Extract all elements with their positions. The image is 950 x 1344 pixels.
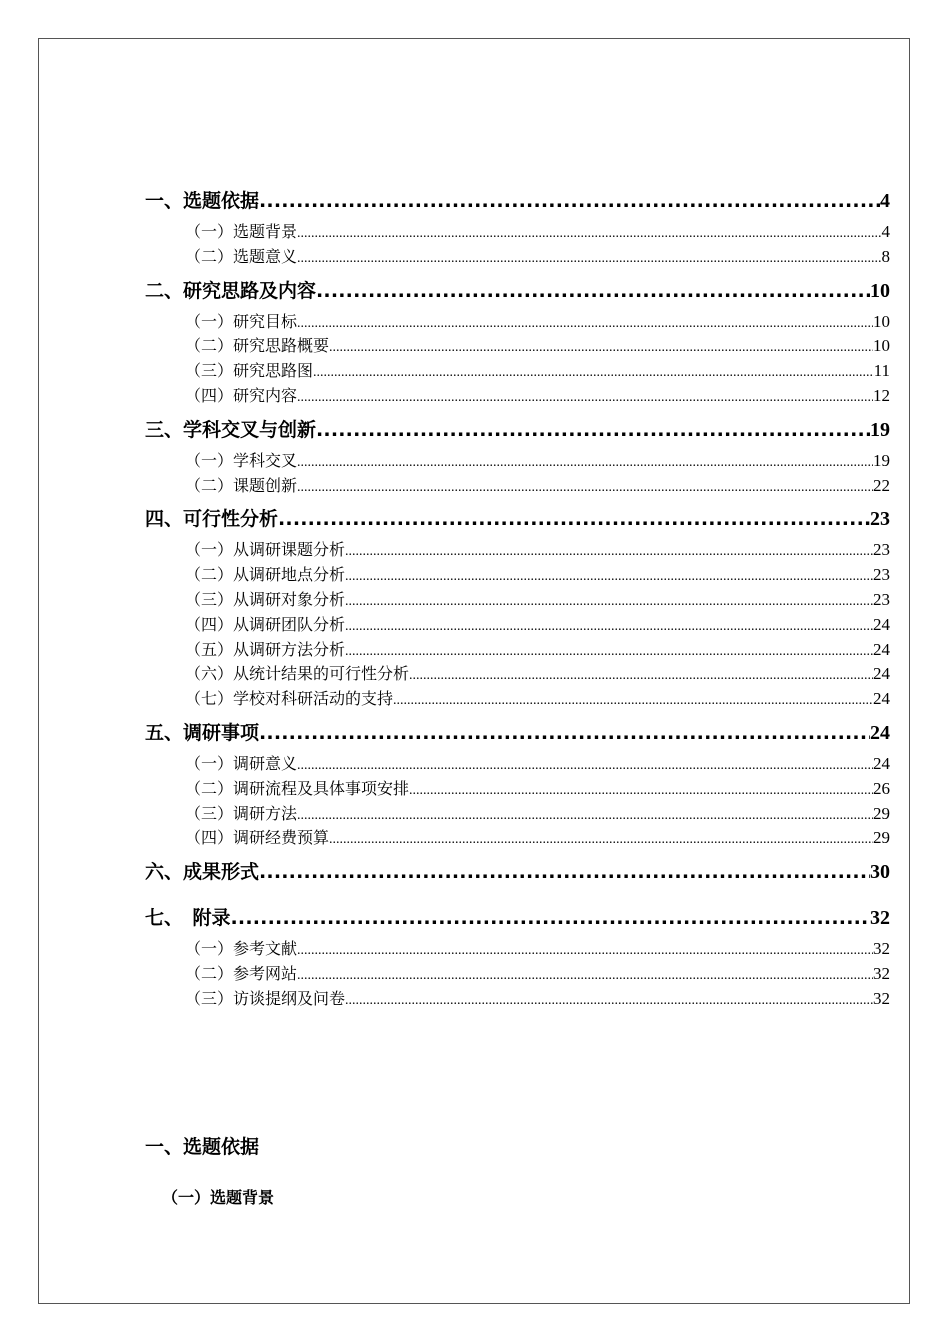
toc-section[interactable] [145, 186, 890, 216]
toc-entry-page: 29 [873, 803, 890, 823]
toc-section[interactable] [145, 718, 890, 748]
toc-entry-page: 32 [873, 963, 890, 983]
toc-entry-page: 23 [873, 540, 890, 560]
toc-entry-page: 24 [873, 689, 890, 709]
toc-entry-page: 23 [873, 565, 890, 585]
toc-entry-page: 32 [873, 939, 890, 959]
toc-entry-label: （三）调研方法 [185, 803, 298, 823]
toc-entry-page: 23 [873, 589, 890, 609]
toc-entry-label: （二）调研流程及具体事项安排 [185, 778, 410, 798]
toc-entry-label: （四）从调研团队分析 [185, 614, 346, 634]
toc-entry-label: （二）参考网站 [185, 963, 298, 983]
toc-entry[interactable] [145, 962, 890, 987]
toc-entry-label: （三）访谈提纲及问卷 [185, 988, 346, 1008]
toc-section-page: 30 [870, 861, 890, 884]
toc-entry-label: （一）从调研课题分析 [185, 540, 346, 560]
toc-entry[interactable] [145, 802, 890, 827]
toc-entry-page: 24 [873, 614, 890, 634]
toc-section-label: 四、可行性分析 [145, 508, 279, 531]
toc-entry[interactable] [145, 588, 890, 613]
toc-entry[interactable] [145, 359, 890, 384]
toc-leader-dots [297, 247, 881, 272]
toc-leader-dots [313, 361, 874, 386]
toc-section-page: 4 [880, 190, 890, 212]
section-heading: 一、选题依据 [145, 1136, 260, 1158]
toc-entry[interactable] [145, 987, 890, 1012]
toc-entry-page: 32 [873, 988, 890, 1008]
toc-section[interactable] [145, 903, 890, 933]
toc-leader-dots [297, 476, 873, 501]
toc-entry-page: 24 [873, 664, 890, 684]
toc-leader-dots [297, 386, 873, 411]
toc-leader-dots [345, 540, 873, 565]
toc-leader-dots [297, 312, 873, 337]
toc-entry-page: 12 [873, 385, 890, 405]
toc-leader-dots [297, 964, 873, 989]
toc-leader-dots [278, 504, 870, 534]
toc-leader-dots [316, 415, 870, 445]
toc-entry[interactable] [145, 662, 890, 687]
toc-entry-label: （五）从调研方法分析 [185, 639, 346, 659]
toc-leader-dots [345, 989, 873, 1014]
toc-entry-label: （一）参考文献 [185, 939, 298, 959]
toc-entry-label: （一）研究目标 [185, 311, 298, 331]
toc-leader-dots [316, 276, 870, 306]
toc-entry-page: 10 [873, 311, 890, 331]
toc-entry-page: 24 [873, 753, 890, 773]
toc-section-label: 二、研究思路及内容 [145, 279, 317, 302]
toc-leader-dots [409, 779, 873, 804]
toc-entry-label: （一）选题背景 [185, 222, 298, 241]
toc-entry[interactable] [145, 687, 890, 712]
toc-entry[interactable] [145, 384, 890, 409]
toc-section-label: 一、选题依据 [145, 190, 260, 212]
toc-section-label: 三、学科交叉与创新 [145, 418, 317, 441]
toc-section-page: 10 [870, 279, 890, 302]
toc-entry-page: 19 [873, 450, 890, 470]
toc-entry[interactable] [145, 245, 890, 270]
toc-section[interactable] [145, 276, 890, 306]
toc-section-page: 32 [870, 907, 890, 930]
toc-leader-dots [259, 186, 880, 216]
toc-leader-dots [297, 451, 873, 476]
toc-entry[interactable] [145, 334, 890, 359]
toc-section[interactable] [145, 415, 890, 445]
toc-section-label: 六、成果形式 [145, 861, 260, 884]
toc-entry-page: 10 [873, 336, 890, 356]
toc-entry-label: （一）调研意义 [185, 753, 298, 773]
table-of-contents [145, 186, 890, 1012]
toc-entry-page: 22 [873, 475, 890, 495]
toc-leader-dots [345, 615, 873, 640]
toc-leader-dots [297, 754, 873, 779]
toc-leader-dots [393, 689, 873, 714]
toc-entry-page: 8 [881, 246, 890, 266]
toc-entry-label: （二）选题意义 [185, 246, 298, 266]
toc-leader-dots [259, 857, 870, 887]
toc-entry[interactable] [145, 538, 890, 563]
toc-entry-label: （四）调研经费预算 [185, 828, 330, 848]
toc-entry[interactable] [145, 937, 890, 962]
toc-section-label: 七、 附录 [145, 907, 231, 930]
toc-leader-dots [409, 664, 873, 689]
toc-leader-dots [329, 828, 873, 853]
toc-entry[interactable] [145, 752, 890, 777]
subsection-heading: （一）选题背景 [162, 1188, 275, 1207]
toc-entry-label: （一）学科交叉 [185, 450, 298, 470]
toc-entry-label: （二）课题创新 [185, 475, 298, 495]
toc-leader-dots [345, 565, 873, 590]
toc-entry-label: （二）从调研地点分析 [185, 565, 346, 585]
toc-section-page: 23 [870, 508, 890, 531]
toc-entry[interactable] [145, 449, 890, 474]
toc-leader-dots [345, 590, 873, 615]
toc-section-label: 五、调研事项 [145, 721, 260, 744]
toc-entry-page: 4 [881, 222, 890, 241]
toc-entry[interactable] [145, 638, 890, 663]
toc-leader-dots [259, 718, 870, 748]
toc-section-page: 24 [870, 721, 890, 744]
toc-leader-dots [345, 640, 873, 665]
toc-section[interactable] [145, 857, 890, 887]
toc-entry[interactable] [145, 826, 890, 851]
toc-leader-dots [297, 222, 881, 247]
toc-entry-page: 29 [873, 828, 890, 848]
toc-section[interactable] [145, 504, 890, 534]
toc-entry[interactable] [145, 220, 890, 245]
toc-entry[interactable] [145, 777, 890, 802]
toc-entry-label: （三）研究思路图 [185, 361, 314, 381]
toc-section-page: 19 [870, 418, 890, 441]
toc-entry[interactable] [145, 474, 890, 499]
toc-entry-label: （三）从调研对象分析 [185, 589, 346, 609]
toc-entry-page: 26 [873, 778, 890, 798]
toc-entry-label: （六）从统计结果的可行性分析 [185, 664, 410, 684]
toc-leader-dots [329, 336, 873, 361]
toc-leader-dots [297, 939, 873, 964]
toc-entry[interactable] [145, 613, 890, 638]
toc-entry-label: （四）研究内容 [185, 385, 298, 405]
toc-entry-page: 11 [873, 361, 890, 381]
toc-entry-page: 24 [873, 639, 890, 659]
toc-leader-dots [297, 804, 873, 829]
toc-leader-dots [231, 903, 870, 933]
toc-entry-label: （七）学校对科研活动的支持 [185, 689, 394, 709]
toc-entry[interactable] [145, 563, 890, 588]
toc-entry[interactable] [145, 310, 890, 335]
toc-entry-label: （二）研究思路概要 [185, 336, 330, 356]
